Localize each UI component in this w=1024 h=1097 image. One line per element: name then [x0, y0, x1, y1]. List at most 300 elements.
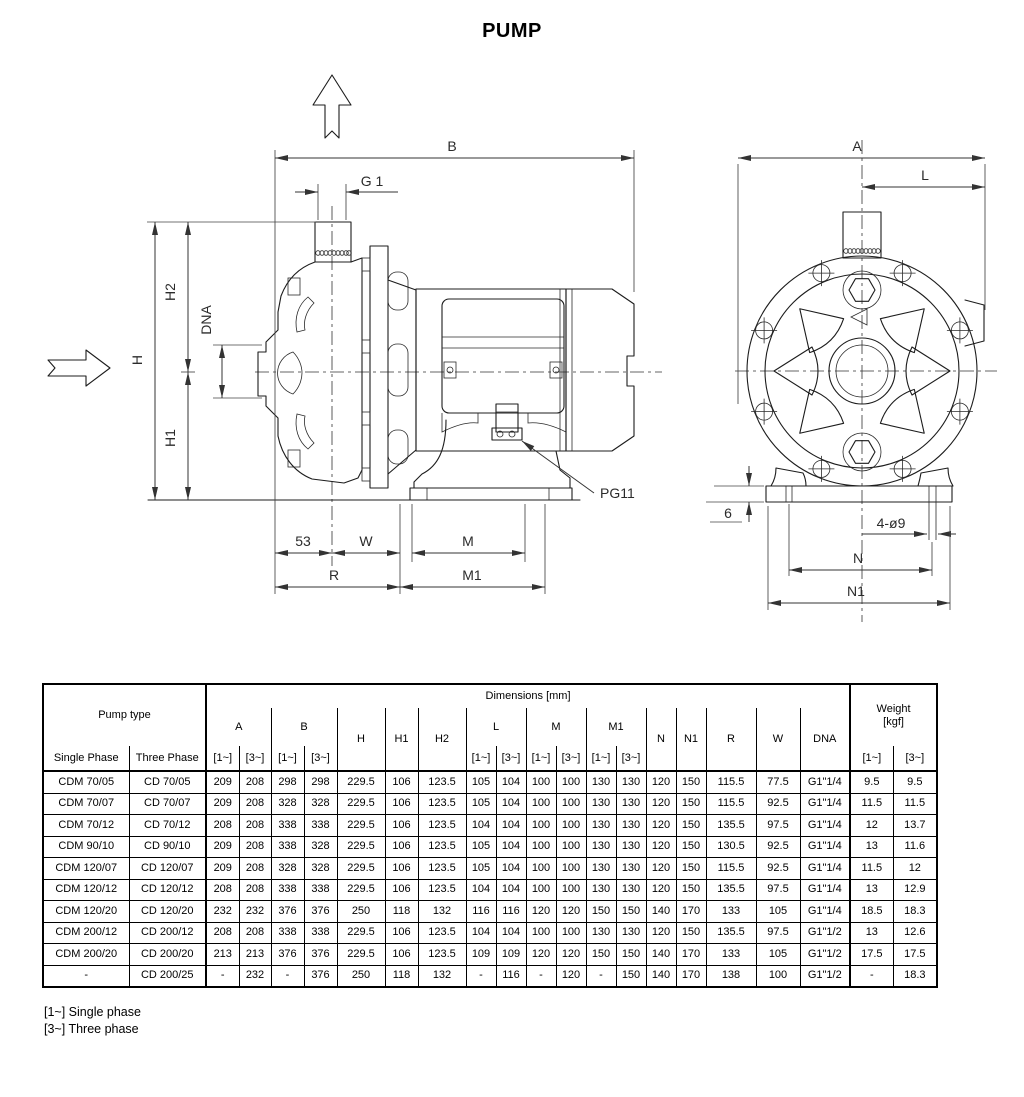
table-cell: 105: [466, 793, 496, 815]
table-cell: 338: [271, 922, 304, 944]
table-cell: 130: [586, 793, 616, 815]
table-cell: 115.5: [706, 858, 756, 880]
table-cell: 92.5: [756, 858, 800, 880]
table-cell: CD 70/05: [129, 771, 206, 793]
header-group-l: L: [466, 708, 526, 746]
table-cell: 120: [646, 815, 676, 837]
table-cell: CD 200/20: [129, 944, 206, 966]
page-title: PUMP: [482, 20, 542, 42]
table-cell: 13.7: [893, 815, 937, 837]
table-cell: 140: [646, 901, 676, 923]
table-cell: 17.5: [850, 944, 893, 966]
side-tab: [965, 300, 984, 346]
table-cell: 229.5: [337, 815, 385, 837]
table-cell: 105: [466, 858, 496, 880]
header-group-h2: H2: [418, 708, 466, 771]
table-cell: 140: [646, 944, 676, 966]
table-cell: 104: [496, 922, 526, 944]
table-row: [43, 793, 937, 815]
header-weight-label: Weight: [876, 702, 911, 715]
table-cell: 123.5: [418, 815, 466, 837]
table-cell: 100: [556, 922, 586, 944]
table-cell: CDM 120/20: [43, 901, 129, 923]
table-cell: 120: [646, 858, 676, 880]
table-cell: 328: [271, 793, 304, 815]
terminal-cover: [442, 299, 564, 413]
table-cell: CD 120/12: [129, 879, 206, 901]
header-dimensions: Dimensions [mm]: [206, 684, 850, 708]
table-cell: CD 120/20: [129, 901, 206, 923]
front-feet: [766, 468, 953, 540]
table-cell: 123.5: [418, 793, 466, 815]
table-cell: 298: [304, 771, 337, 793]
table-cell: 104: [496, 793, 526, 815]
table-cell: 150: [676, 836, 706, 858]
footnote-single-phase: [1~] Single phase: [44, 1005, 141, 1019]
table-cell: 133: [706, 944, 756, 966]
table-cell: CD 70/07: [129, 793, 206, 815]
table-cell: 109: [496, 944, 526, 966]
table-cell: 11.6: [893, 836, 937, 858]
table-cell: CDM 70/12: [43, 815, 129, 837]
header-group-m1: M1: [586, 708, 646, 746]
table-header: [43, 684, 937, 771]
table-cell: 130: [586, 836, 616, 858]
table-cell: 12.9: [893, 879, 937, 901]
table-cell: CD 90/10: [129, 836, 206, 858]
table-cell: 338: [271, 815, 304, 837]
table-cell: 100: [526, 879, 556, 901]
table-cell: -: [271, 965, 304, 987]
table-cell: 328: [271, 858, 304, 880]
table-cell: G1"1/2: [800, 965, 850, 987]
table-cell: 12: [893, 858, 937, 880]
table-cell: 18.3: [893, 901, 937, 923]
header-m-1ph: [1~]: [526, 746, 556, 771]
table-cell: 92.5: [756, 793, 800, 815]
table-cell: 97.5: [756, 879, 800, 901]
table-cell: 123.5: [418, 944, 466, 966]
dim-label-m: M: [462, 533, 474, 549]
header-l-3ph: [3~]: [496, 746, 526, 771]
table-cell: 232: [206, 901, 239, 923]
table-row: [43, 771, 937, 793]
table-cell: 12: [850, 815, 893, 837]
table-cell: 120: [646, 836, 676, 858]
footnote-three-phase: [3~] Three phase: [44, 1022, 139, 1036]
table-row: [43, 858, 937, 880]
table-cell: 77.5: [756, 771, 800, 793]
table-cell: 150: [616, 901, 646, 923]
table-cell: 130: [616, 858, 646, 880]
table-cell: 130: [616, 771, 646, 793]
table-cell: 116: [496, 965, 526, 987]
table-cell: CDM 120/12: [43, 879, 129, 901]
header-group-r: R: [706, 708, 756, 771]
table-cell: 213: [239, 944, 271, 966]
table-cell: 17.5: [893, 944, 937, 966]
motor-body: [388, 280, 566, 474]
table-cell: -: [206, 965, 239, 987]
table-cell: 104: [496, 858, 526, 880]
outflow-arrow-icon: [313, 75, 351, 138]
table-cell: 208: [206, 922, 239, 944]
table-cell: CDM 200/12: [43, 922, 129, 944]
table-cell: 213: [206, 944, 239, 966]
table-cell: 150: [616, 944, 646, 966]
table-cell: 100: [556, 836, 586, 858]
lower-slot: [296, 414, 314, 449]
table-cell: 18.3: [893, 965, 937, 987]
table-cell: 104: [496, 879, 526, 901]
header-a-3ph: [3~]: [239, 746, 271, 771]
table-cell: 338: [304, 922, 337, 944]
table-cell: 328: [304, 858, 337, 880]
table-cell: CDM 120/07: [43, 858, 129, 880]
header-weight: [850, 684, 937, 746]
table-cell: 170: [676, 901, 706, 923]
table-cell: 120: [646, 793, 676, 815]
inlet-window: [278, 352, 302, 394]
table-cell: G1"1/2: [800, 922, 850, 944]
table-cell: 130: [586, 858, 616, 880]
table-row: [43, 901, 937, 923]
table-cell: 11.5: [850, 793, 893, 815]
discharge-port: [315, 222, 351, 262]
table-row: [43, 815, 937, 837]
table-cell: 130: [586, 922, 616, 944]
table-cell: 133: [706, 901, 756, 923]
table-cell: 97.5: [756, 922, 800, 944]
dim-label-h1: H1: [162, 429, 178, 447]
table-cell: 100: [526, 858, 556, 880]
table-cell: 229.5: [337, 771, 385, 793]
table-cell: CDM 70/07: [43, 793, 129, 815]
table-cell: 120: [646, 879, 676, 901]
motor-screw-left: [444, 362, 456, 378]
table-cell: 208: [206, 879, 239, 901]
table-cell: G1"1/2: [800, 944, 850, 966]
header-m1-1ph: [1~]: [586, 746, 616, 771]
table-cell: 338: [304, 815, 337, 837]
table-cell: 104: [466, 879, 496, 901]
table-cell: 150: [586, 944, 616, 966]
table-cell: 13: [850, 922, 893, 944]
footnotes: [44, 1004, 141, 1038]
header-pump-type: Pump type: [43, 684, 206, 746]
table-cell: 328: [304, 836, 337, 858]
table-cell: G1"1/4: [800, 858, 850, 880]
table-cell: 100: [526, 771, 556, 793]
table-cell: G1"1/4: [800, 901, 850, 923]
table-cell: 12.6: [893, 922, 937, 944]
table-cell: 229.5: [337, 858, 385, 880]
table-cell: 120: [556, 944, 586, 966]
header-group-n1: N1: [676, 708, 706, 771]
table-cell: G1"1/4: [800, 879, 850, 901]
table-cell: 105: [756, 901, 800, 923]
table-cell: 250: [337, 901, 385, 923]
table-cell: 150: [676, 922, 706, 944]
table-cell: 208: [239, 771, 271, 793]
table-cell: 104: [466, 922, 496, 944]
table-cell: 209: [206, 858, 239, 880]
table-cell: 132: [418, 965, 466, 987]
table-cell: 18.5: [850, 901, 893, 923]
header-weight-unit: [kgf]: [883, 715, 904, 728]
table-cell: -: [526, 965, 556, 987]
table-cell: 120: [646, 771, 676, 793]
dim-label-a: A: [852, 138, 862, 154]
table-cell: 105: [466, 836, 496, 858]
table-cell: 130: [616, 793, 646, 815]
table-cell: 229.5: [337, 793, 385, 815]
table-cell: 140: [646, 965, 676, 987]
table-cell: 132: [418, 901, 466, 923]
table-cell: 376: [304, 944, 337, 966]
header-a-1ph: [1~]: [206, 746, 239, 771]
dim-label-g1: G 1: [360, 173, 384, 189]
header-m-3ph: [3~]: [556, 746, 586, 771]
table-cell: 229.5: [337, 944, 385, 966]
table-cell: 209: [206, 836, 239, 858]
flange-plate: [362, 246, 408, 488]
table-cell: 150: [676, 793, 706, 815]
table-cell: CD 200/25: [129, 965, 206, 987]
table-cell: 138: [706, 965, 756, 987]
header-single-phase: Single Phase: [43, 746, 129, 771]
volute-casing: [258, 258, 362, 483]
table-cell: 135.5: [706, 879, 756, 901]
table-cell: 100: [556, 815, 586, 837]
table-cell: 115.5: [706, 793, 756, 815]
table-cell: 150: [676, 858, 706, 880]
table-cell: -: [850, 965, 893, 987]
table-cell: 11.5: [893, 793, 937, 815]
table-cell: 100: [556, 793, 586, 815]
table-cell: 106: [385, 836, 418, 858]
dim-label-dna: DNA: [198, 305, 214, 335]
inflow-arrow-icon: [48, 350, 110, 386]
table-cell: 123.5: [418, 922, 466, 944]
table-cell: 338: [304, 879, 337, 901]
header-group-m: M: [526, 708, 586, 746]
table-cell: 9.5: [850, 771, 893, 793]
table-cell: 150: [676, 815, 706, 837]
dim-label-h: H: [129, 354, 145, 366]
dim-label-l: L: [921, 167, 929, 183]
table-cell: 208: [239, 815, 271, 837]
header-b-1ph: [1~]: [271, 746, 304, 771]
table-cell: G1"1/4: [800, 815, 850, 837]
header-group-n: N: [646, 708, 676, 771]
upper-slot: [296, 297, 314, 332]
dim-label-h2: H2: [162, 283, 178, 301]
table-cell: 105: [756, 944, 800, 966]
table-cell: 135.5: [706, 922, 756, 944]
dim-label-b: B: [447, 138, 457, 154]
table-cell: 118: [385, 965, 418, 987]
header-m1-3ph: [3~]: [616, 746, 646, 771]
table-row: [43, 879, 937, 901]
table-cell: 170: [676, 944, 706, 966]
table-cell: 100: [556, 879, 586, 901]
dim-label-holes: 4-ø9: [876, 515, 906, 531]
casing-bolt-bottom: [288, 450, 300, 467]
table-cell: CD 120/07: [129, 858, 206, 880]
table-body: [43, 771, 937, 987]
table-cell: 208: [239, 858, 271, 880]
table-cell: 106: [385, 793, 418, 815]
table-cell: 100: [556, 858, 586, 880]
table-cell: 130: [616, 815, 646, 837]
table-cell: 376: [304, 965, 337, 987]
table-cell: 170: [676, 965, 706, 987]
table-cell: 123.5: [418, 771, 466, 793]
header-b-3ph: [3~]: [304, 746, 337, 771]
table-cell: 109: [466, 944, 496, 966]
table-cell: 105: [466, 771, 496, 793]
table-cell: 250: [337, 965, 385, 987]
table-cell: 209: [206, 771, 239, 793]
header-group-w: W: [756, 708, 800, 771]
table-cell: 120: [646, 922, 676, 944]
pg11-leader: [522, 441, 594, 493]
table-cell: 106: [385, 771, 418, 793]
table-cell: 208: [206, 815, 239, 837]
table-cell: 130: [586, 815, 616, 837]
table-cell: 100: [526, 922, 556, 944]
rotation-marker: [851, 309, 867, 325]
table-cell: CD 70/12: [129, 815, 206, 837]
dim-label-m1: M1: [462, 567, 482, 583]
table-cell: 100: [526, 815, 556, 837]
dim-label-53: 53: [295, 533, 311, 549]
header-weight-3ph: [3~]: [893, 746, 937, 771]
table-cell: 150: [586, 901, 616, 923]
table-cell: 100: [556, 771, 586, 793]
table-cell: 376: [304, 901, 337, 923]
table-cell: 13: [850, 879, 893, 901]
table-cell: 376: [271, 901, 304, 923]
table-cell: 232: [239, 965, 271, 987]
table-cell: -: [466, 965, 496, 987]
table-cell: 106: [385, 858, 418, 880]
table-cell: 11.5: [850, 858, 893, 880]
table-cell: 208: [239, 793, 271, 815]
table-cell: 106: [385, 879, 418, 901]
table-cell: 100: [756, 965, 800, 987]
table-cell: 104: [466, 815, 496, 837]
header-group-h: H: [337, 708, 385, 771]
table-cell: 130: [586, 771, 616, 793]
table-cell: 150: [676, 879, 706, 901]
table-cell: 120: [526, 944, 556, 966]
table-cell: 229.5: [337, 836, 385, 858]
header-weight-1ph: [1~]: [850, 746, 893, 771]
table-row: [43, 836, 937, 858]
table-cell: 104: [496, 771, 526, 793]
table-cell: 115.5: [706, 771, 756, 793]
table-cell: -: [586, 965, 616, 987]
table-cell: G1"1/4: [800, 836, 850, 858]
table-cell: 104: [496, 815, 526, 837]
table-cell: CDM 70/05: [43, 771, 129, 793]
table-cell: 123.5: [418, 879, 466, 901]
table-cell: 338: [271, 836, 304, 858]
dim-label-r: R: [328, 567, 340, 583]
front-view: [706, 138, 997, 622]
table-cell: 9.5: [893, 771, 937, 793]
table-cell: 376: [271, 944, 304, 966]
table-cell: 229.5: [337, 922, 385, 944]
table-cell: 104: [496, 836, 526, 858]
table-cell: CDM 90/10: [43, 836, 129, 858]
table-cell: 116: [496, 901, 526, 923]
table-cell: G1"1/4: [800, 771, 850, 793]
table-cell: 209: [206, 793, 239, 815]
table-cell: 130: [586, 879, 616, 901]
table-cell: 123.5: [418, 836, 466, 858]
table-cell: 150: [676, 771, 706, 793]
table-cell: 13: [850, 836, 893, 858]
table-cell: 135.5: [706, 815, 756, 837]
table-cell: 100: [526, 793, 556, 815]
table-cell: 130: [616, 836, 646, 858]
table-cell: 232: [239, 901, 271, 923]
table-row: [43, 965, 937, 987]
table-cell: 97.5: [756, 815, 800, 837]
dim-label-w: W: [359, 533, 373, 549]
table-cell: 208: [239, 879, 271, 901]
table-cell: 106: [385, 922, 418, 944]
table-cell: 130.5: [706, 836, 756, 858]
fan-cover: [566, 289, 634, 451]
header-three-phase: Three Phase: [129, 746, 206, 771]
table-cell: 123.5: [418, 858, 466, 880]
table-cell: 208: [239, 922, 271, 944]
table-cell: 92.5: [756, 836, 800, 858]
header-group-a: A: [206, 708, 271, 746]
table-cell: CDM 200/20: [43, 944, 129, 966]
table-row: [43, 922, 937, 944]
table-cell: 338: [271, 879, 304, 901]
table-cell: 150: [616, 965, 646, 987]
dim-label-pg11: PG11: [600, 485, 635, 501]
thread-band: [316, 251, 352, 256]
cable-gland: [492, 404, 522, 440]
dimensions-table: [42, 683, 938, 988]
table-cell: 130: [616, 922, 646, 944]
table-cell: 229.5: [337, 879, 385, 901]
table-cell: 120: [556, 901, 586, 923]
table-cell: CD 200/12: [129, 922, 206, 944]
table-cell: G1"1/4: [800, 793, 850, 815]
dim-label-n1: N1: [847, 583, 865, 599]
table-row: [43, 944, 937, 966]
table-cell: 120: [526, 901, 556, 923]
table-cell: 118: [385, 901, 418, 923]
table-cell: -: [43, 965, 129, 987]
header-group-dna: DNA: [800, 708, 850, 771]
table-cell: 130: [616, 879, 646, 901]
header-l-1ph: [1~]: [466, 746, 496, 771]
table-cell: 116: [466, 901, 496, 923]
table-cell: 208: [239, 836, 271, 858]
table-cell: 120: [556, 965, 586, 987]
table-cell: 106: [385, 944, 418, 966]
table-cell: 106: [385, 815, 418, 837]
